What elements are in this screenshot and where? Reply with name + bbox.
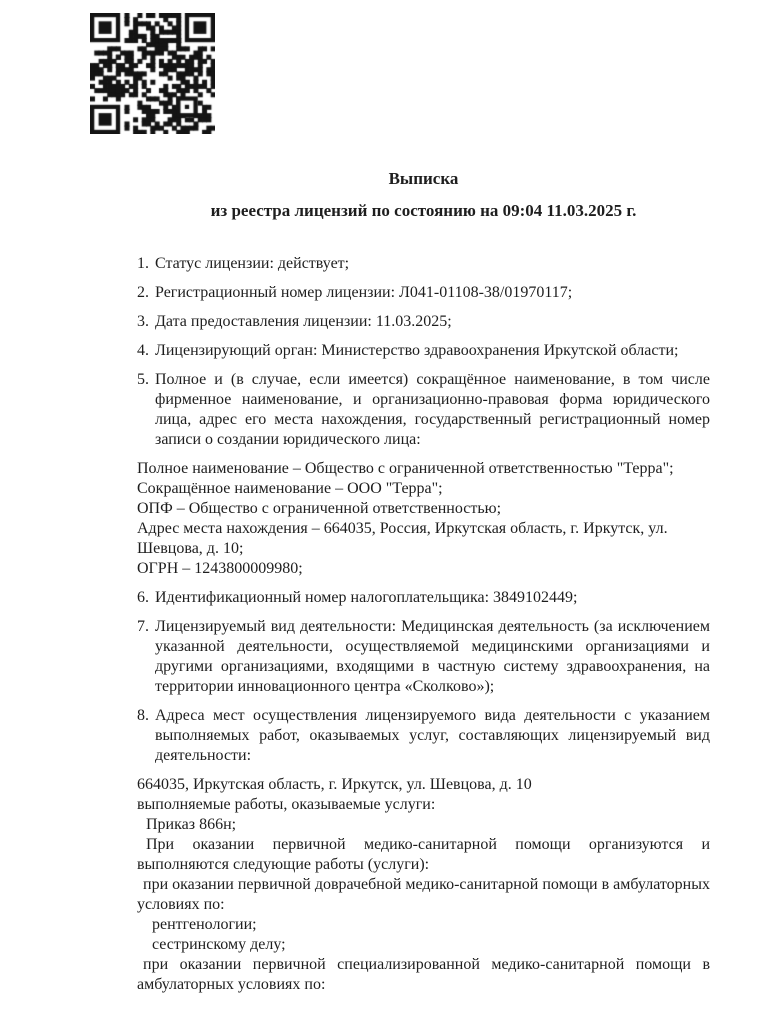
item-text: Статус лицензии: действует; — [155, 255, 350, 272]
license-item-reg-number — [137, 283, 710, 303]
document-title: Выписка — [388, 169, 459, 188]
item-number: 7. — [137, 618, 149, 635]
org-address: Адрес места нахождения – 664035, Россия, Иркутская область, г. Иркутск, ул. Шевцова, д. 10; — [137, 520, 668, 557]
item-number: 5. — [137, 371, 149, 388]
item-number: 6. — [137, 589, 149, 606]
document-subtitle: из реестра лицензий по состоянию на 09:04 11.03.2025 г. — [210, 201, 637, 220]
organization-details — [137, 459, 710, 579]
license-item-grant-date — [137, 312, 710, 332]
org-full-name: Полное наименование – Общество с ограниченной ответственностью "Терра"; — [137, 460, 674, 477]
license-item-inn — [137, 588, 710, 608]
works-header: выполняемые работы, оказываемые услуги: — [137, 796, 436, 813]
order-line: Приказ 866н; — [146, 816, 237, 833]
item-text: Лицензирующий орган: Министерство здравоохранения Иркутской области; — [155, 342, 679, 359]
org-ogrn: ОГРН – 1243800009980; — [137, 560, 303, 577]
license-item-status — [137, 254, 710, 274]
activity-address-block — [137, 775, 710, 995]
service-radiology: рентгенологии; — [152, 916, 257, 933]
pre-medical-intro: при оказании первичной доврачебной медико-санитарной помощи в амбулаторных условиях по: — [137, 876, 710, 913]
license-item-activity-type — [137, 617, 710, 697]
primary-care-intro: При оказании первичной медико-санитарной помощи организуются и выполняются следующие работы (услуги): — [137, 836, 710, 873]
item-number: 3. — [137, 313, 149, 330]
item-text: Полное и (в случае, если имеется) сокращённое наименование, в том числе фирменное наименование, и организационно-правовая форма юридического лица, адрес его места нахождения, государственный регистрационный номер записи о создании юридического лица: — [155, 371, 710, 448]
service-nursing: сестринскому делу; — [152, 936, 286, 953]
item-text: Регистрационный номер лицензии: Л041-01108-38/01970117; — [155, 284, 573, 301]
org-legal-form: ОПФ – Общество с ограниченной ответственностью; — [137, 500, 502, 517]
item-number: 1. — [137, 255, 149, 272]
qr-code — [90, 13, 215, 134]
item-number: 2. — [137, 284, 149, 301]
document-content — [137, 168, 710, 995]
license-item-authority — [137, 341, 710, 361]
license-item-legal-entity — [137, 370, 710, 450]
specialized-intro: при оказании первичной специализированной медико-санитарной помощи в амбулаторных условиях по: — [137, 956, 710, 993]
org-short-name: Сокращённое наименование – ООО "Терра"; — [137, 480, 443, 497]
license-item-activity-addresses — [137, 706, 710, 766]
item-number: 8. — [137, 707, 149, 724]
item-text: Идентификационный номер налогоплательщика: 3849102449; — [155, 589, 578, 606]
item-number: 4. — [137, 342, 149, 359]
item-text: Дата предоставления лицензии: 11.03.2025; — [155, 313, 452, 330]
item-text: Лицензируемый вид деятельности: Медицинская деятельность (за исключением указанной деятельности, осуществляемой медицинскими организациями и другими организациями, входящими в частную систему здравоохранения, на территории инновационного центра «Сколково»); — [155, 618, 710, 695]
item-text: Адреса мест осуществления лицензируемого вида деятельности с указанием выполняемых работ, оказываемых услуг, составляющих лицензируемый вид деятельности: — [155, 707, 710, 764]
activity-address: 664035, Иркутская область, г. Иркутск, ул. Шевцова, д. 10 — [137, 776, 532, 793]
